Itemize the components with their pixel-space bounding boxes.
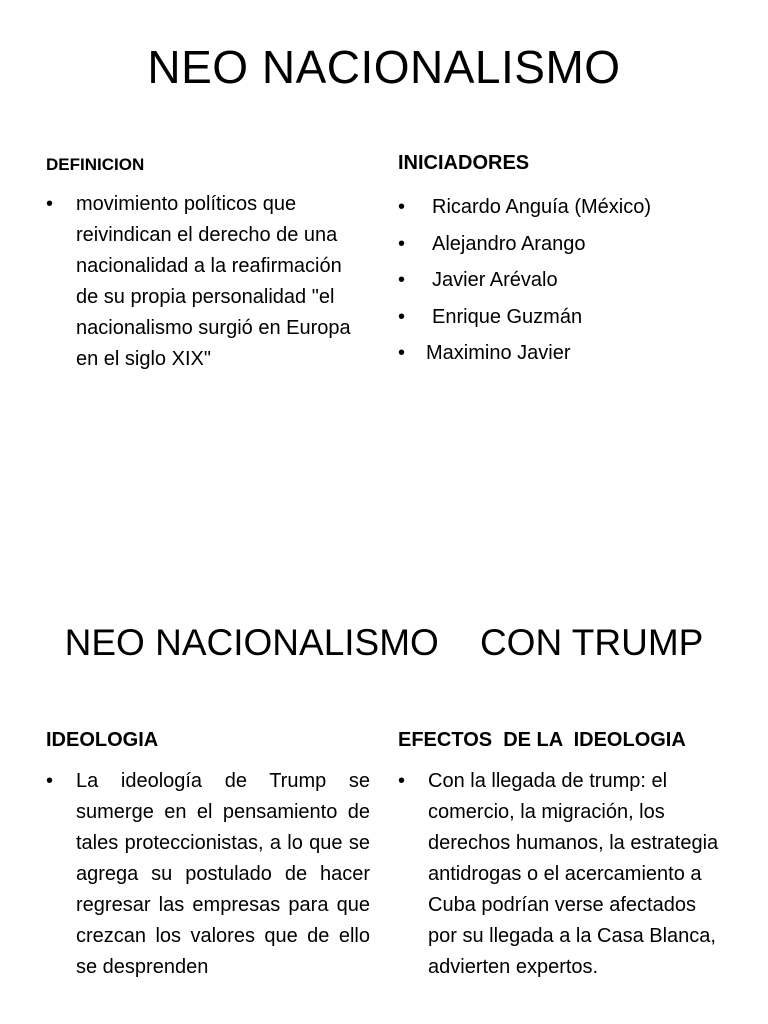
iniciadores-heading: INICIADORES [398, 152, 530, 174]
efectos-heading: EFECTOS DE LA IDEOLOGIA [398, 729, 686, 751]
slide2-title: NEO NACIONALISMO CON TRUMP [64, 622, 704, 663]
definicion-list [46, 189, 366, 375]
list-item: • Con la llegada de trump: el comercio, la migración, los derechos humanos, la estrategia antidrogas o el acercamiento a Cuba podrían verse afectados por su llegada a la Casa Blanca, advierten expertos. [398, 766, 728, 983]
iniciadores-list [398, 189, 728, 372]
list-item: • Ricardo Anguía (México) [398, 189, 728, 226]
definicion-column [46, 155, 366, 375]
list-item: • Enrique Guzmán [398, 299, 728, 336]
iniciadores-column [398, 152, 728, 372]
slide1-title: NEO NACIONALISMO [147, 41, 621, 93]
efectos-list [398, 766, 728, 983]
definicion-heading: DEFINICION [46, 155, 145, 174]
efectos-column [398, 729, 728, 983]
list-item: • Alejandro Arango [398, 226, 728, 263]
ideologia-column [46, 729, 370, 983]
ideologia-heading: IDEOLOGIA [46, 729, 159, 751]
list-item: • Javier Arévalo [398, 262, 728, 299]
list-item: • Maximino Javier [398, 335, 728, 372]
list-item: • La ideología de Trump se sumerge en el pensamiento de tales proteccionistas, a lo que se agrega su postulado de hacer regresar las empresas para que crezcan los valores que de ello se desprenden [46, 766, 370, 983]
list-item: • movimiento políticos que reivindican el derecho de una nacionalidad a la reafirmación de su propia personalidad "el nacionalismo surgió en Europa en el siglo XIX" [46, 189, 366, 375]
ideologia-list [46, 766, 370, 983]
